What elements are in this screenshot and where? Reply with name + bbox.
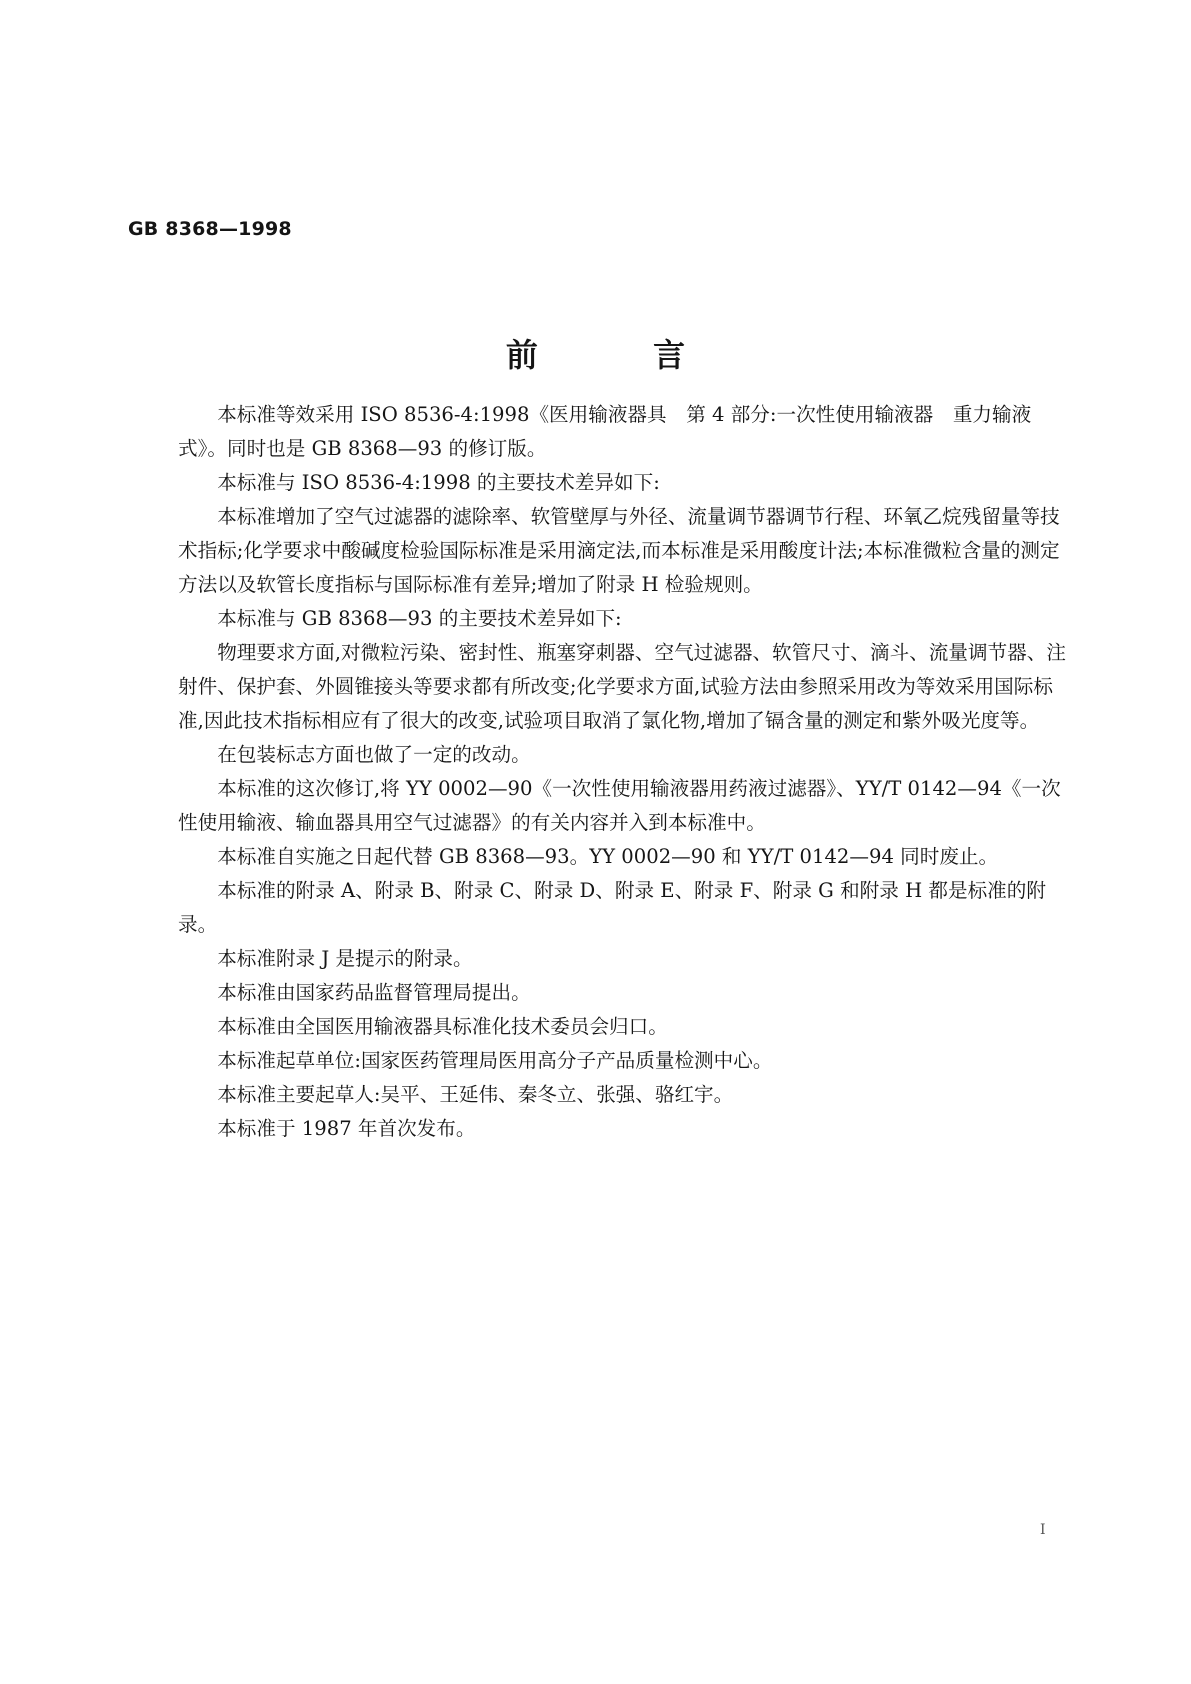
paragraph: 在包装标志方面也做了一定的改动。 — [217, 743, 531, 766]
paragraph: 本标准于 1987 年首次发布。 — [217, 1117, 476, 1140]
paragraph: 本标准等效采用 ISO 8536-4:1998《医用输液器具 第 4 部分:一次性使用输液器 重力输液式》。同时也是 GB 8368—93 的修订版。 — [178, 403, 1032, 460]
paragraph: 物理要求方面,对微粒污染、密封性、瓶塞穿刺器、空气过滤器、软管尺寸、滴斗、流量调节器、注射件、保护套、外圆锥接头等要求都有所改变;化学要求方面,试验方法由参照采用改为等效采用国际标准,因此技术指标相应有了很大的改变,试验项目取消了氯化物,增加了镉含量的测定和紫外吸光度等。 — [178, 641, 1066, 732]
paragraph: 本标准附录 J 是提示的附录。 — [217, 947, 473, 970]
document-code: GB 8368—1998 — [128, 218, 292, 240]
paragraph: 本标准的附录 A、附录 B、附录 C、附录 D、附录 E、附录 F、附录 G 和附录 H 都是标准的附录。 — [178, 879, 1046, 936]
paragraph: 本标准与 GB 8368—93 的主要技术差异如下: — [217, 607, 622, 630]
paragraph: 本标准由国家药品监督管理局提出。 — [217, 981, 531, 1004]
paragraph: 本标准的这次修订,将 YY 0002—90《一次性使用输液器用药液过滤器》、YY/T 0142—94《一次性使用输液、输血器具用空气过滤器》的有关内容并入到本标准中。 — [178, 777, 1061, 834]
foreword-body — [178, 398, 1068, 1146]
paragraph: 本标准主要起草人:吴平、王延伟、秦冬立、张强、骆红宇。 — [217, 1083, 734, 1106]
page-number: I — [1040, 1522, 1046, 1538]
paragraph: 本标准起草单位:国家医药管理局医用高分子产品质量检测中心。 — [217, 1049, 773, 1072]
paragraph: 本标准与 ISO 8536-4:1998 的主要技术差异如下: — [217, 471, 660, 494]
paragraph: 本标准由全国医用输液器具标准化技术委员会归口。 — [217, 1015, 668, 1038]
paragraph: 本标准自实施之日起代替 GB 8368—93。YY 0002—90 和 YY/T 0142—94 同时废止。 — [217, 845, 999, 868]
paragraph: 本标准增加了空气过滤器的滤除率、软管壁厚与外径、流量调节器调节行程、环氧乙烷残留量等技术指标;化学要求中酸碱度检验国际标准是采用滴定法,而本标准是采用酸度计法;本标准微粒含量的测定方法以及软管长度指标与国际标准有差异;增加了附录 H 检验规则。 — [178, 505, 1060, 596]
page-title: 前 言 — [505, 336, 727, 374]
